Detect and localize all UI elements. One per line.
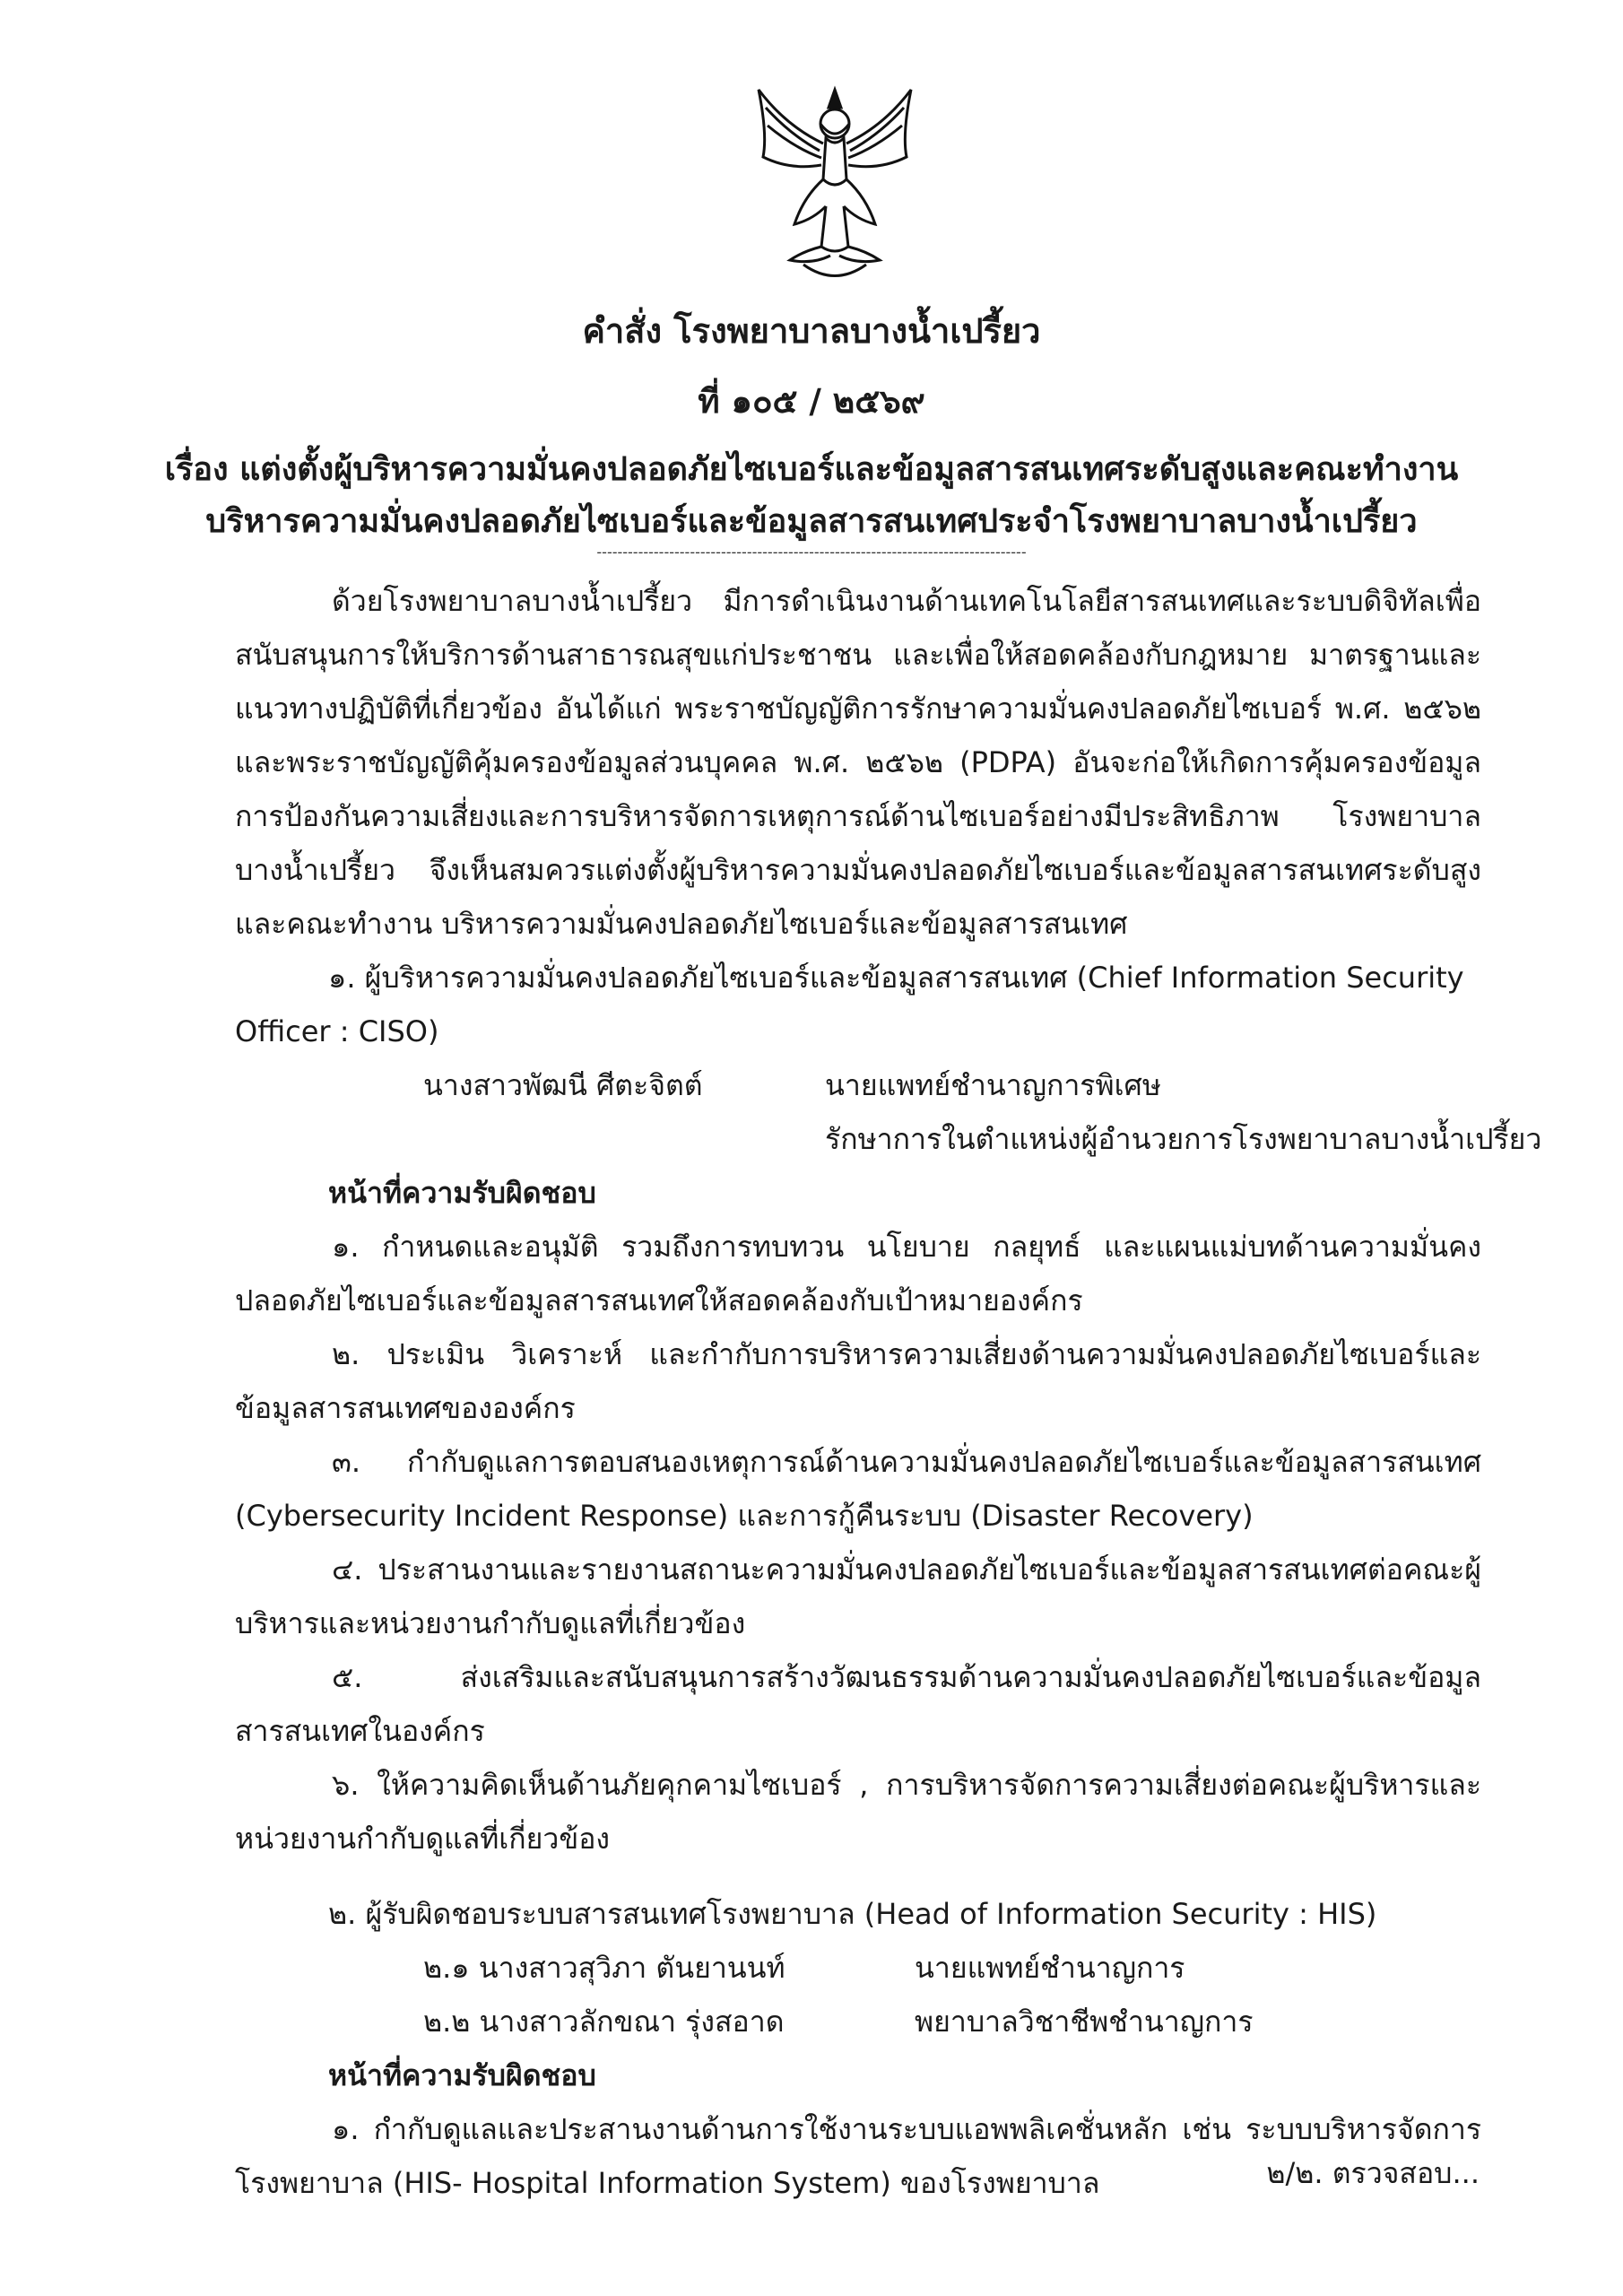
member-name: ๒.๑ นางสาวสุวิภา ตันยานนท์ (423, 1951, 785, 1985)
section1-duty: ๒. ประเมิน วิเคราะห์ และกำกับการบริหารความเสี่ยงด้านความมั่นคงปลอดภัยไซเบอร์และข้อมูลสารสนเทศขององค์กร (235, 1337, 1481, 1425)
ciso-person-row (235, 1058, 1481, 1112)
section2-member-row (235, 1941, 1481, 1995)
order-number: ที่ ๑๐๕ / ๒๕๖๙ (698, 382, 925, 421)
subject-line-1: เรื่อง แต่งตั้งผู้บริหารความมั่นคงปลอดภัยไซเบอร์และข้อมูลสารสนเทศระดับสูงและคณะทำงาน (164, 451, 1459, 488)
member-position: พยาบาลวิชาชีพชำนาญการ (915, 2005, 1254, 2039)
section2-title: ๒. ผู้รับผิดชอบระบบสารสนเทศโรงพยาบาล (Head of Information Security : HIS) (328, 1897, 1377, 1931)
continuation-note: ๒/๒. ตรวจสอบ... (1266, 2156, 1480, 2190)
section1-title-line1: ๑. ผู้บริหารความมั่นคงปลอดภัยไซเบอร์และข้อมูลสารสนเทศ (Chief Information Security (328, 961, 1464, 995)
ciso-position-2: รักษาการในตำแหน่งผู้อำนวยการโรงพยาบาลบางน้ำเปรี้ยว (825, 1122, 1542, 1156)
intro-paragraph: ด้วยโรงพยาบาลบางน้ำเปรี้ยว มีการดำเนินงานด้านเทคโนโลยีสารสนเทศและระบบดิจิทัลเพื่อสนับสนุนการให้บริการด้านสาธารณสุขแก่ประชาชน และเพื่อให้สอดคล้องกับกฎหมาย มาตรฐานและแนวทางปฏิบัติที่เกี่ยวข้อง อันได้แก่ พระราชบัญญัติการรักษาความมั่นคงปลอดภัยไซเบอร์ พ.ศ. ๒๕๖๒ และพระราชบัญญัติคุ้มครองข้อมูลส่วนบุคคล พ.ศ. ๒๕๖๒ (PDPA) อันจะก่อให้เกิดการคุ้มครองข้อมูล การป้องกันความเสี่ยงและการบริหารจัดการเหตุการณ์ด้านไซเบอร์อย่างมีประสิทธิภาพ โรงพยาบาลบางน้ำเปรี้ยว จึงเห็นสมควรแต่งตั้งผู้บริหารความมั่นคงปลอดภัยไซเบอร์และข้อมูลสารสนเทศระดับสูงและคณะทำงาน บริหารความมั่นคงปลอดภัยไซเบอร์และข้อมูลสารสนเทศ (235, 584, 1481, 941)
document-body (235, 574, 1542, 2210)
section1-duty: ๓. กำกับดูแลการตอบสนองเหตุการณ์ด้านความมั่นคงปลอดภัยไซเบอร์และข้อมูลสารสนเทศ (Cybersecurity Incident Response) และการกู้คืนระบบ (Disaster Recovery) (235, 1445, 1481, 1533)
ciso-position-1: นายแพทย์ชำนาญการพิเศษ (825, 1068, 1161, 1102)
section1-title-line2: Officer : CISO) (235, 1014, 439, 1048)
section1-duty: ๑. กำหนดและอนุมัติ รวมถึงการทบทวน นโยบาย กลยุทธ์ และแผนแม่บทด้านความมั่นคงปลอดภัยไซเบอร์และข้อมูลสารสนเทศให้สอดคล้องกับเป้าหมายองค์กร (235, 1230, 1481, 1318)
separator-line: ----------------------------------------------------------------------------------- (596, 544, 1027, 561)
garuda-emblem-icon (741, 72, 929, 291)
ciso-name: นางสาวพัฒนี ศีตะจิตต์ (423, 1068, 703, 1102)
section1-duty: ๔. ประสานงานและรายงานสถานะความมั่นคงปลอดภัยไซเบอร์และข้อมูลสารสนเทศต่อคณะผู้บริหารและหน่วยงานกำกับดูแลที่เกี่ยวข้อง (235, 1552, 1481, 1640)
section2-duty: ๑. กำกับดูแลและประสานงานด้านการใช้งานระบบแอพพลิเคชั่นหลัก เช่น ระบบบริหารจัดการโรงพยาบาล (HIS- Hospital Information System) ของโรงพยาบาล (235, 2112, 1481, 2200)
subject-line-2: บริหารความมั่นคงปลอดภัยไซเบอร์และข้อมูลสารสนเทศประจำโรงพยาบาลบางน้ำเปรี้ยว (205, 503, 1418, 540)
section1-duty: ๖. ให้ความคิดเห็นด้านภัยคุกคามไซเบอร์ , การบริหารจัดการความเสี่ยงต่อคณะผู้บริหารและหน่วยงานกำกับดูแลที่เกี่ยวข้อง (235, 1768, 1481, 1856)
section2-duties-heading: หน้าที่ความรับผิดชอบ (328, 2058, 596, 2092)
member-position: นายแพทย์ชำนาญการ (915, 1951, 1185, 1985)
section2-member-row (235, 1995, 1481, 2048)
order-title: คำสั่ง โรงพยาบาลบางน้ำเปรี้ยว (582, 311, 1041, 351)
ciso-position-row (235, 1112, 1542, 1166)
section1-duty: ๕. ส่งเสริมและสนับสนุนการสร้างวัฒนธรรมด้านความมั่นคงปลอดภัยไซเบอร์และข้อมูลสารสนเทศในองค์กร (235, 1660, 1481, 1748)
member-name: ๒.๒ นางสาวลักขณา รุ่งสอาด (423, 2005, 785, 2039)
section1-duties-heading: หน้าที่ความรับผิดชอบ (328, 1176, 596, 1210)
